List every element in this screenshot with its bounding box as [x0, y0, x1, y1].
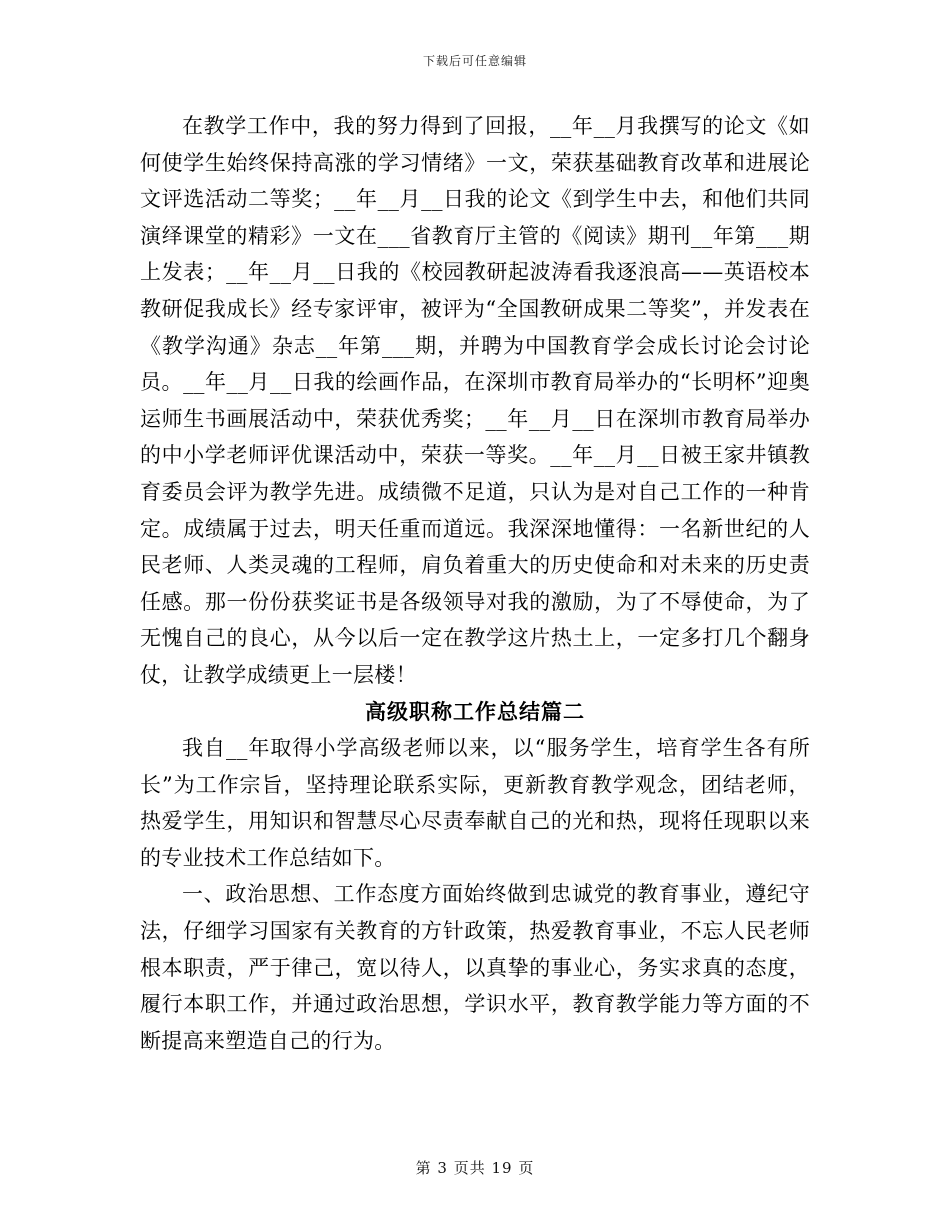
- page-number: 第 3 页共 19 页: [415, 1159, 535, 1177]
- paragraph-political: 一、政治思想、工作态度方面始终做到忠诚党的教育事业，遵纪守法，仔细学习国家有关教育的方针政策，热爱教育事业，不忘人民老师根本职责，严于律己，宽以待人，以真挚的事业心，务实求真的态度，履行本职工作，并通过政治思想，学识水平，教育教学能力等方面的不断提高来塑造自己的行为。: [140, 882, 810, 1053]
- paragraph-awards: 在教学工作中，我的努力得到了回报，__年__月我撰写的论文《如何使学生始终保持高涨的学习情绪》一文，荣获基础教育改革和进展论文评选活动二等奖；__年__月__日我的论文《到学生中去，和他们共同演绎课堂的精彩》一文在___省教育厅主管的《阅读》期刊__年第___期上发表；__年__月__日我的《校园教研起波涛看我逐浪高——英语校本教研促我成长》经专家评审，被评为“全国教研成果二等奖”，并发表在《教学沟通》杂志__年第___期，并聘为中国教育学会成长讨论会讨论员。__年__月__日我的绘画作品，在深圳市教育局举办的“长明杯”迎奥运师生书画展活动中，荣获优秀奖；__年__月__日在深圳市教育局举办的中小学老师评优课活动中，荣获一等奖。__年__月__日被王家井镇教育委员会评为教学先进。成绩微不足道，只认为是对自己工作的一种肯定。成绩属于过去，明天任重而道远。我深深地懂得：一名新世纪的人民老师、人类灵魂的工程师，肩负着重大的历史使命和对未来的历史责任感。那一份份获奖证书是各级领导对我的激励，为了不辱使命，为了无愧自己的良心，从今以后一定在教学这片热土上，一定多打几个翻身仗，让教学成绩更上一层楼！: [140, 114, 811, 687]
- paragraph-intro: 我自__年取得小学高级老师以来，以“服务学生，培育学生各有所长”为工作宗旨，坚持理论联系实际，更新教育教学观念，团结老师，热爱学生，用知识和智慧尽心尽责奉献自己的光和热，现将任现职以来的专业技术工作总结如下。: [140, 736, 810, 870]
- page-header: 下载后可任意编辑: [422, 54, 527, 68]
- document-body: [140, 108, 810, 1059]
- section-title: 高级职称工作总结篇二: [365, 698, 585, 724]
